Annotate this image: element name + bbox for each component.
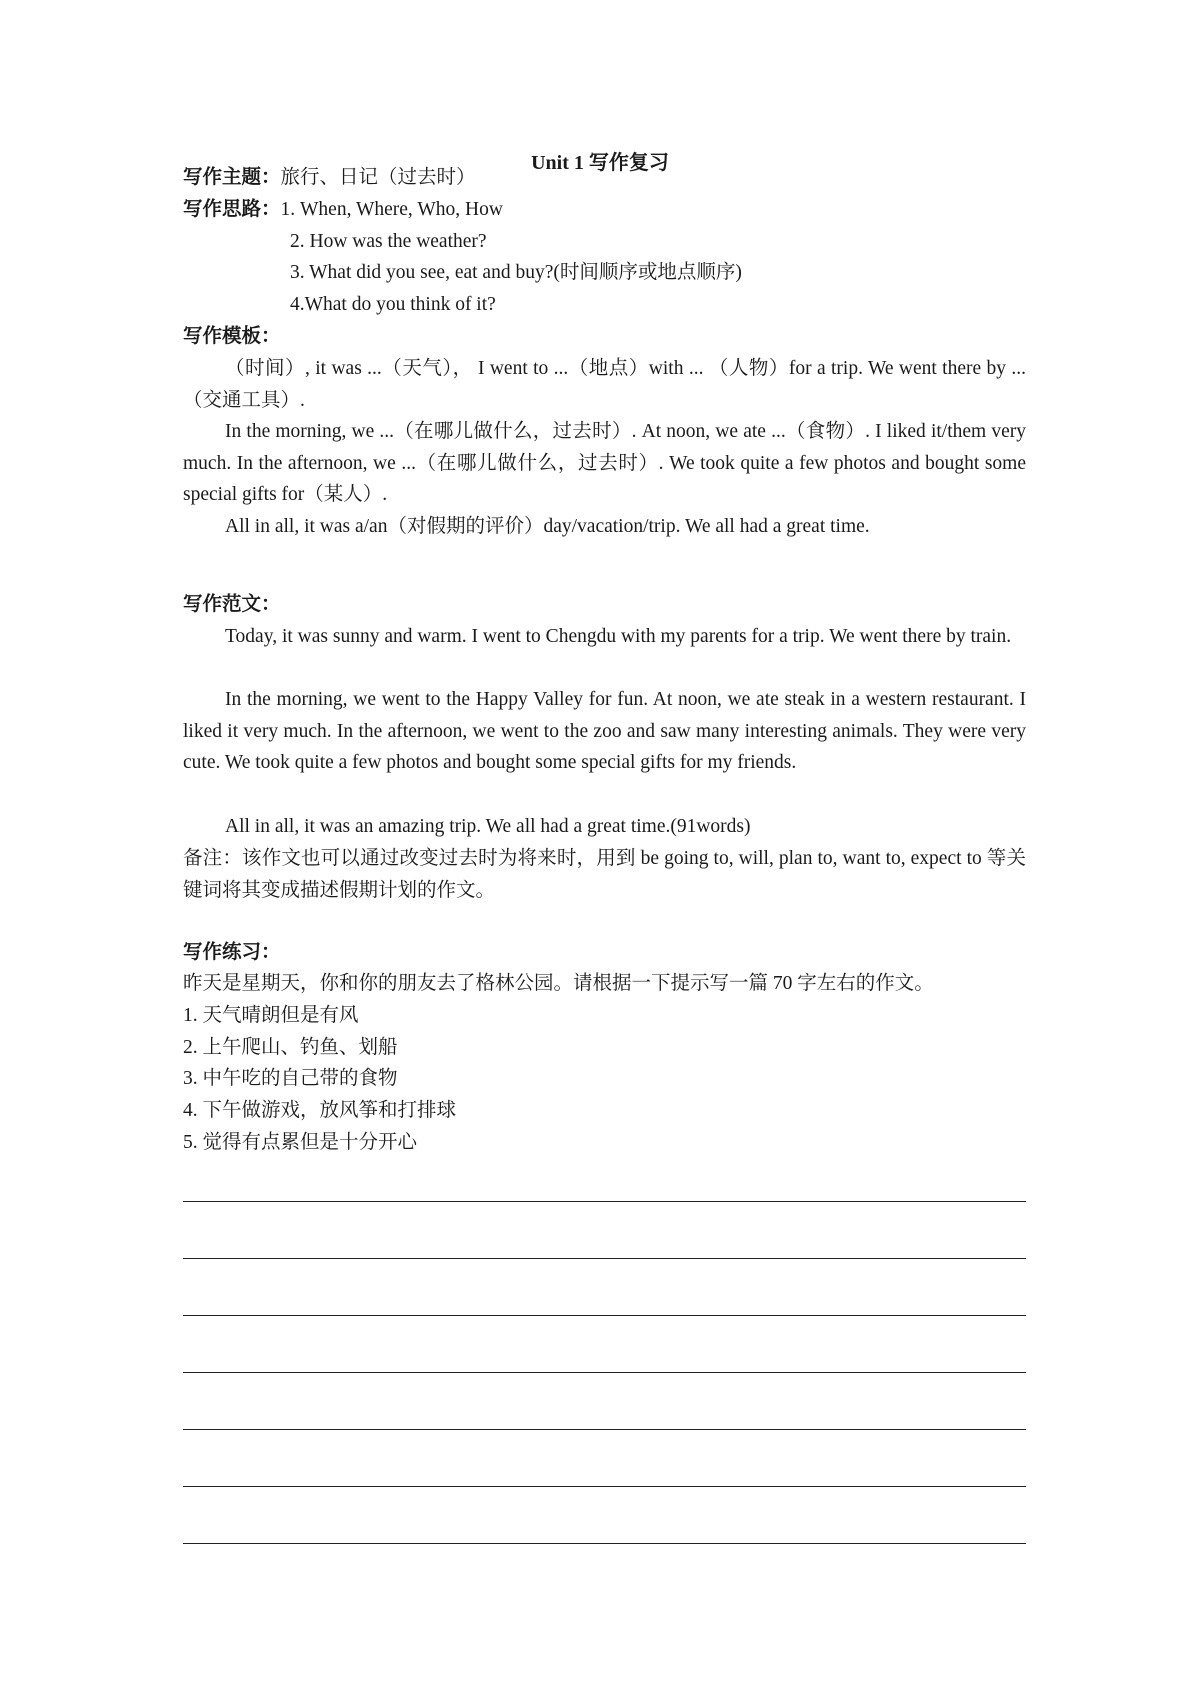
ideas-label: 写作思路： — [183, 199, 281, 220]
template-label: 写作模板： — [183, 326, 281, 347]
ideas-item-2: 2. How was the weather? — [290, 231, 487, 252]
topic-label: 写作主题： — [183, 167, 281, 188]
practice-hint-3: 3. 中午吃的自己带的食物 — [183, 1068, 398, 1089]
practice-hint-1: 1. 天气晴朗但是有风 — [183, 1005, 359, 1026]
answer-line[interactable] — [183, 1372, 1026, 1373]
ideas-row — [183, 194, 1026, 226]
answer-line[interactable] — [183, 1486, 1026, 1487]
answer-line[interactable] — [183, 1315, 1026, 1316]
template-paragraph-2: In the morning, we ...（在哪儿做什么，过去时）. At noon, we ate ...（食物）. I liked it/them very much. In the afternoon, we ...（在哪儿做什么，过去时）. We took quite a few photos and bought some special gifts for（某人）. — [183, 421, 1026, 506]
answer-line[interactable] — [183, 1201, 1026, 1202]
sample-paragraph-2: In the morning, we went to the Happy Valley for fun. At noon, we ate steak in a western restaurant. I liked it very much. In the afternoon, we went to the zoo and saw many interesting animals. They were very cute. We took quite a few photos and bought some special gifts for my friends. — [183, 689, 1026, 774]
answer-line[interactable] — [183, 1429, 1026, 1430]
answer-line[interactable] — [183, 1543, 1026, 1544]
practice-label: 写作练习： — [183, 942, 281, 963]
practice-hint-5: 5. 觉得有点累但是十分开心 — [183, 1132, 418, 1153]
sample-note: 备注：该作文也可以通过改变过去时为将来时，用到 be going to, will, plan to, want to, expect to 等关键词将其变成描述假期计划的作文。 — [183, 848, 1026, 901]
template-paragraph-1: （时间）, it was ...（天气）， I went to ...（地点）with ... （人物）for a trip. We went there by ... （交通工具）. — [183, 358, 1026, 411]
practice-hint-2: 2. 上午爬山、钓鱼、划船 — [183, 1037, 398, 1058]
page-title: Unit 1 写作复习 — [531, 152, 669, 174]
ideas-item-1: 1. When, Where, Who, How — [280, 199, 503, 220]
template-paragraph-3: All in all, it was a/an（对假期的评价）day/vacation/trip. We all had a great time. — [225, 516, 870, 537]
ideas-item-3: 3. What did you see, eat and buy?(时间顺序或地点顺序) — [290, 262, 742, 283]
practice-prompt: 昨天是星期天，你和你的朋友去了格林公园。请根据一下提示写一篇 70 字左右的作文。 — [183, 973, 934, 994]
sample-paragraph-1: Today, it was sunny and warm. I went to Chengdu with my parents for a trip. We went there by train. — [225, 626, 1012, 647]
topic-value: 旅行、日记（过去时） — [280, 167, 476, 188]
answer-line[interactable] — [183, 1258, 1026, 1259]
sample-label: 写作范文： — [183, 594, 281, 615]
ideas-item-4: 4.What do you think of it? — [290, 294, 496, 315]
practice-hint-4: 4. 下午做游戏，放风筝和打排球 — [183, 1100, 457, 1121]
sample-paragraph-3: All in all, it was an amazing trip. We all had a great time.(91words) — [225, 816, 751, 837]
topic-row — [183, 162, 1026, 194]
